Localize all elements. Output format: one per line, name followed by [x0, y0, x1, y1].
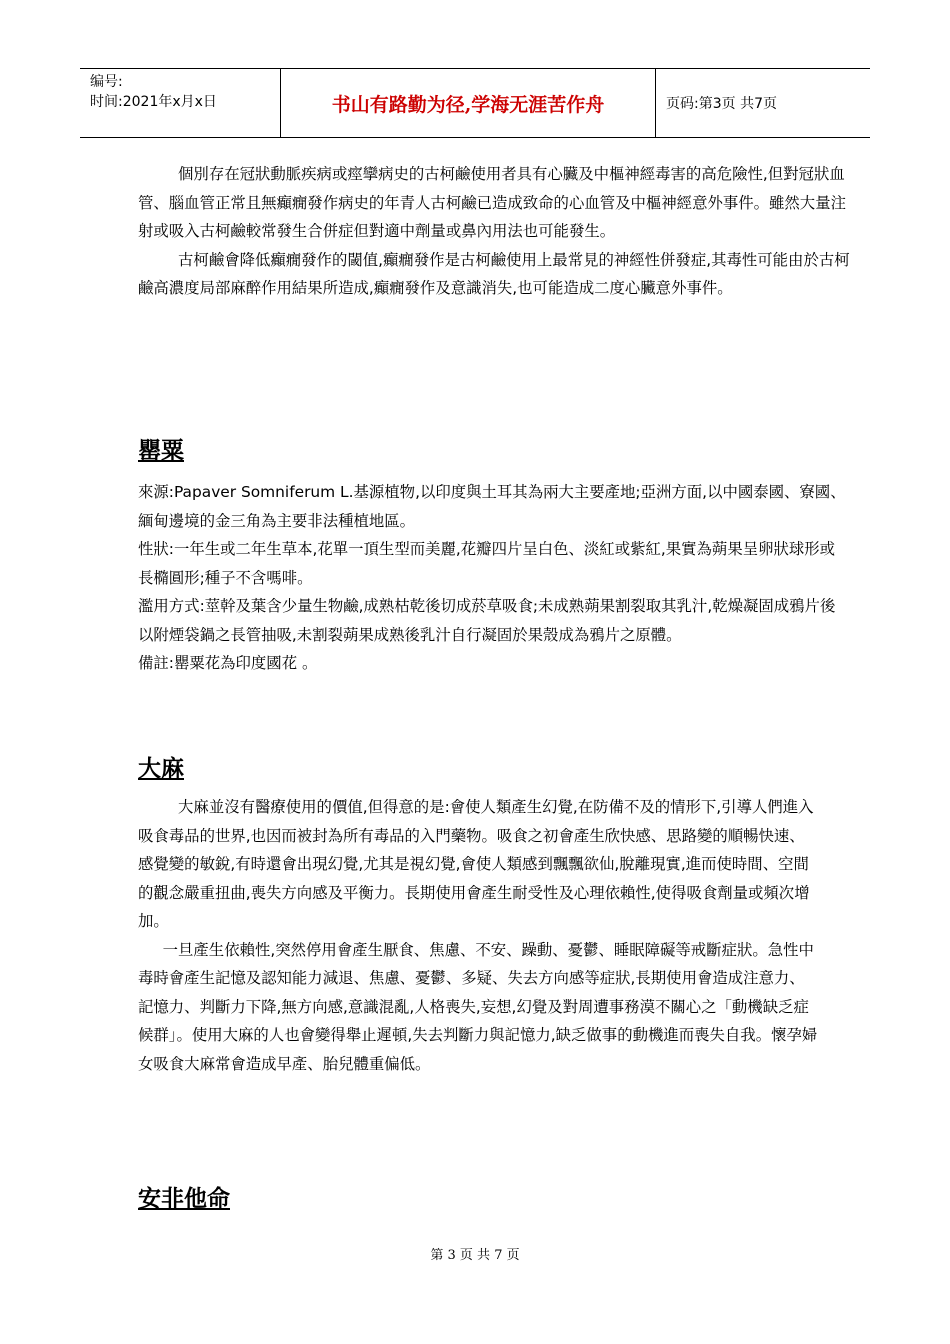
poppy-traits: 性狀:一年生或二年生草本,花單一頂生型而美麗,花瓣四片呈白色、淡紅或紫紅,果實為蒴果呈卵狀球形或長橢圓形;種子不含嗎啡。 — [138, 540, 836, 587]
header-motto: 书山有路勤为径,学海无涯苦作舟 — [281, 69, 656, 137]
poppy-section — [138, 478, 850, 678]
intro-section — [138, 160, 850, 303]
header-meta — [80, 69, 281, 137]
document-number: 编号: — [90, 74, 123, 90]
intro-paragraph-1: 個別存在冠狀動脈疾病或痙攣病史的古柯鹼使用者具有心臟及中樞神經毒害的高危險性,但對冠狀血管、腦血管正常且無癲癇發作病史的年青人古柯鹼已造成致命的心血管及中樞神經意外事件。雖然大量注射或吸入古柯鹼較常發生合併症但對適中劑量或鼻內用法也可能發生。 — [138, 165, 846, 240]
cannabis-section — [138, 793, 818, 1078]
header-page-info: 页码:第3页 共7页 — [666, 96, 777, 112]
intro-paragraph-2: 古柯鹼會降低癲癇發作的閾值,癲癇發作是古柯鹼使用上最常見的神經性併發症,其毒性可能由於古柯鹼高濃度局部麻醉作用結果所造成,癲癇發作及意識消失,也可能造成二度心臟意外事件。 — [138, 250, 850, 297]
poppy-abuse: 濫用方式:莖幹及葉含少量生物鹼,成熟枯乾後切成菸草吸食;未成熟蒴果割裂取其乳汁,乾燥凝固成鴉片後以附煙袋鍋之長管抽吸,未割裂蒴果成熟後乳汁自行凝固於果殼成為鴉片之原體。 — [138, 597, 836, 644]
poppy-source: 來源:Papaver Somniferum L.基源植物,以印度與土耳其為兩大主要產地;亞洲方面,以中國泰國、寮國、緬甸邊境的金三角為主要非法種植地區。 — [138, 483, 846, 530]
document-time: 时间:2021年x月x日 — [90, 94, 217, 110]
section-title-cannabis: 大麻 — [138, 755, 184, 782]
poppy-note: 備註:罌粟花為印度國花 。 — [138, 654, 318, 672]
cannabis-paragraph-1: 大麻並沒有醫療使用的價值,但得意的是:會使人類產生幻覺,在防備不及的情形下,引導人們進入吸食毒品的世界,也因而被封為所有毒品的入門藥物。吸食之初會產生欣快感、思路變的順暢快速、感覺變的敏銳,有時還會出現幻覺,尤其是視幻覺,會使人類感到飄飄欲仙,脫離現實,進而使時間、空間的觀念嚴重扭曲,喪失方向感及平衡力。長期使用會產生耐受性及心理依賴性,使得吸食劑量或頻次增加。 — [138, 798, 814, 930]
section-title-ketamine: 安非他命 — [138, 1185, 230, 1212]
page-header — [80, 68, 870, 138]
cannabis-paragraph-2: 一旦產生依賴性,突然停用會產生厭食、焦慮、不安、躁動、憂鬱、睡眠障礙等戒斷症狀。急性中毒時會產生記憶及認知能力減退、焦慮、憂鬱、多疑、失去方向感等症狀,長期使用會造成注意力、記憶力、判斷力下降,無方向感,意識混亂,人格喪失,妄想,幻覺及對周遭事務漠不關心之「動機缺乏症候群」。使用大麻的人也會變得舉止遲頓,失去判斷力與記憶力,缺乏做事的動機進而喪失自我。懷孕婦女吸食大麻常會造成早產、胎兒體重偏低。 — [138, 940, 818, 1073]
page-footer: 第 3 页 共 7 页 — [430, 1248, 520, 1263]
section-title-poppy: 罌粟 — [138, 437, 184, 464]
